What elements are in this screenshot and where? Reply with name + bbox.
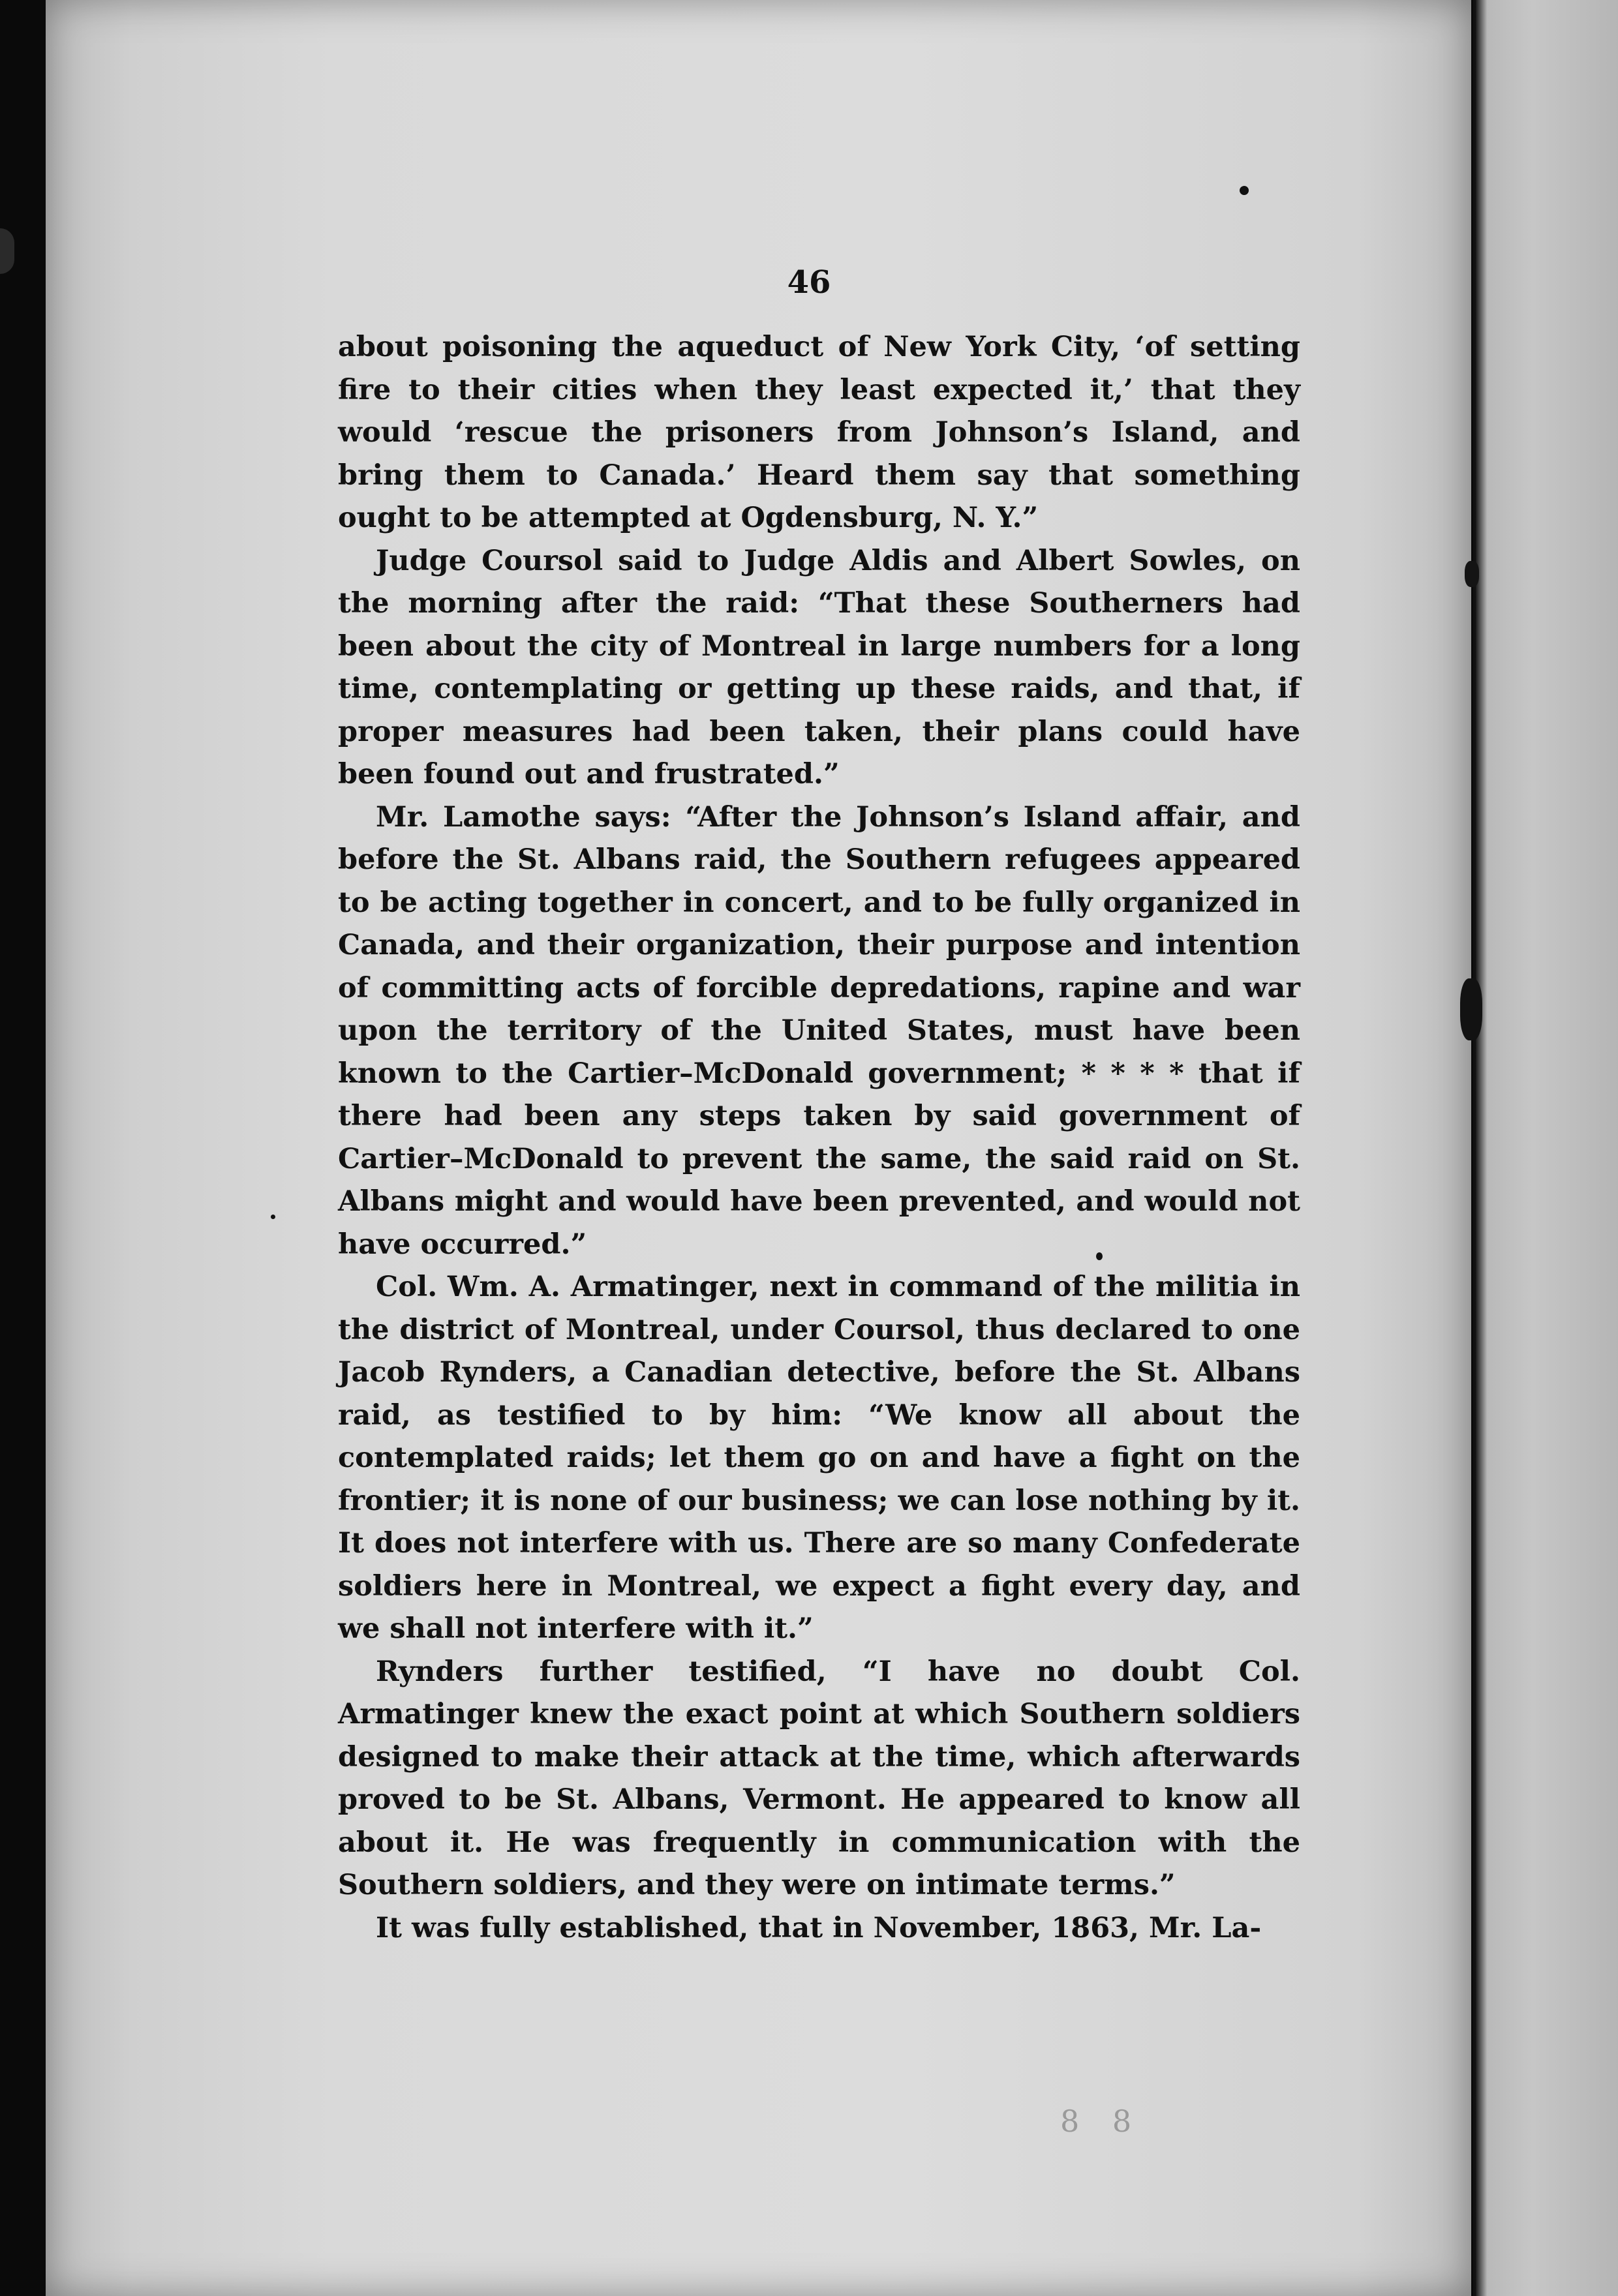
page-number: 46 <box>787 264 831 301</box>
paragraph: It was fully established, that in November, 1863, Mr. La- <box>376 1911 1262 1944</box>
paragraph: Mr. Lamothe says: “After the Johnson’s Island affair, and before the St. Albans raid, the Southern refugees appeared to be acting together in concert, and to be fully organized in Canada, and their organization, their purpose and intention of committing acts of forcible depredations, rapine and war upon the territory of the United States, must have been known to the Cartier–McDonald government; * * * * that if there had been any steps taken by said government of Cartier–McDonald to prevent the same, the said raid on St. Albans might and would have been prevented, and would not have occurred.” <box>338 800 1300 1261</box>
edge-ink-blot <box>1460 978 1482 1040</box>
faded-marks: 8 8 <box>1060 2104 1144 2139</box>
paragraph: Judge Coursol said to Judge Aldis and Albert Sowles, on the morning after the raid: “That these Southerners had been about the city of Montreal in large numbers for a long time, contemplating or getting up these raids, and that, if proper measures had been taken, their plans could have been found out and frustrated.” <box>338 544 1300 791</box>
ink-dot <box>1240 186 1249 195</box>
paragraph: Rynders further testified, “I have no doubt Col. Armatinger knew the exact point at which Southern soldiers designed to make their attack at the time, which afterwards proved to be St. Albans, Vermont. He appeared to know all about it. He was frequently in communication with the Southern soldiers, and they were on intimate terms.” <box>338 1655 1300 1901</box>
ink-dot <box>271 1215 275 1219</box>
body-text <box>338 326 1300 1950</box>
paragraph: Col. Wm. A. Armatinger, next in command of the militia in the district of Montreal, under Coursol, thus declared to one Jacob Rynders, a Canadian detective, before the St. Albans raid, as testified to by him: “We know all about the contemplated raids; let them go on and have a fight on the frontier; it is none of our business; we can lose nothing by it. It does not interfere with us. There are so many Confederate soldiers here in Montreal, we expect a fight every day, and we shall not interfere with it.” <box>338 1271 1300 1645</box>
paragraph: about poisoning the aqueduct of New York City, ‘of setting fire to their cities when they least expected it,’ that they would ‘rescue the prisoners from Johnson’s Island, and bring them to Canada.’ Heard them say that something ought to be attempted at Ogdensburg, N. Y.” <box>338 331 1300 534</box>
edge-ink-blot-small <box>1465 561 1479 587</box>
adjacent-page-edge <box>1476 0 1618 2296</box>
